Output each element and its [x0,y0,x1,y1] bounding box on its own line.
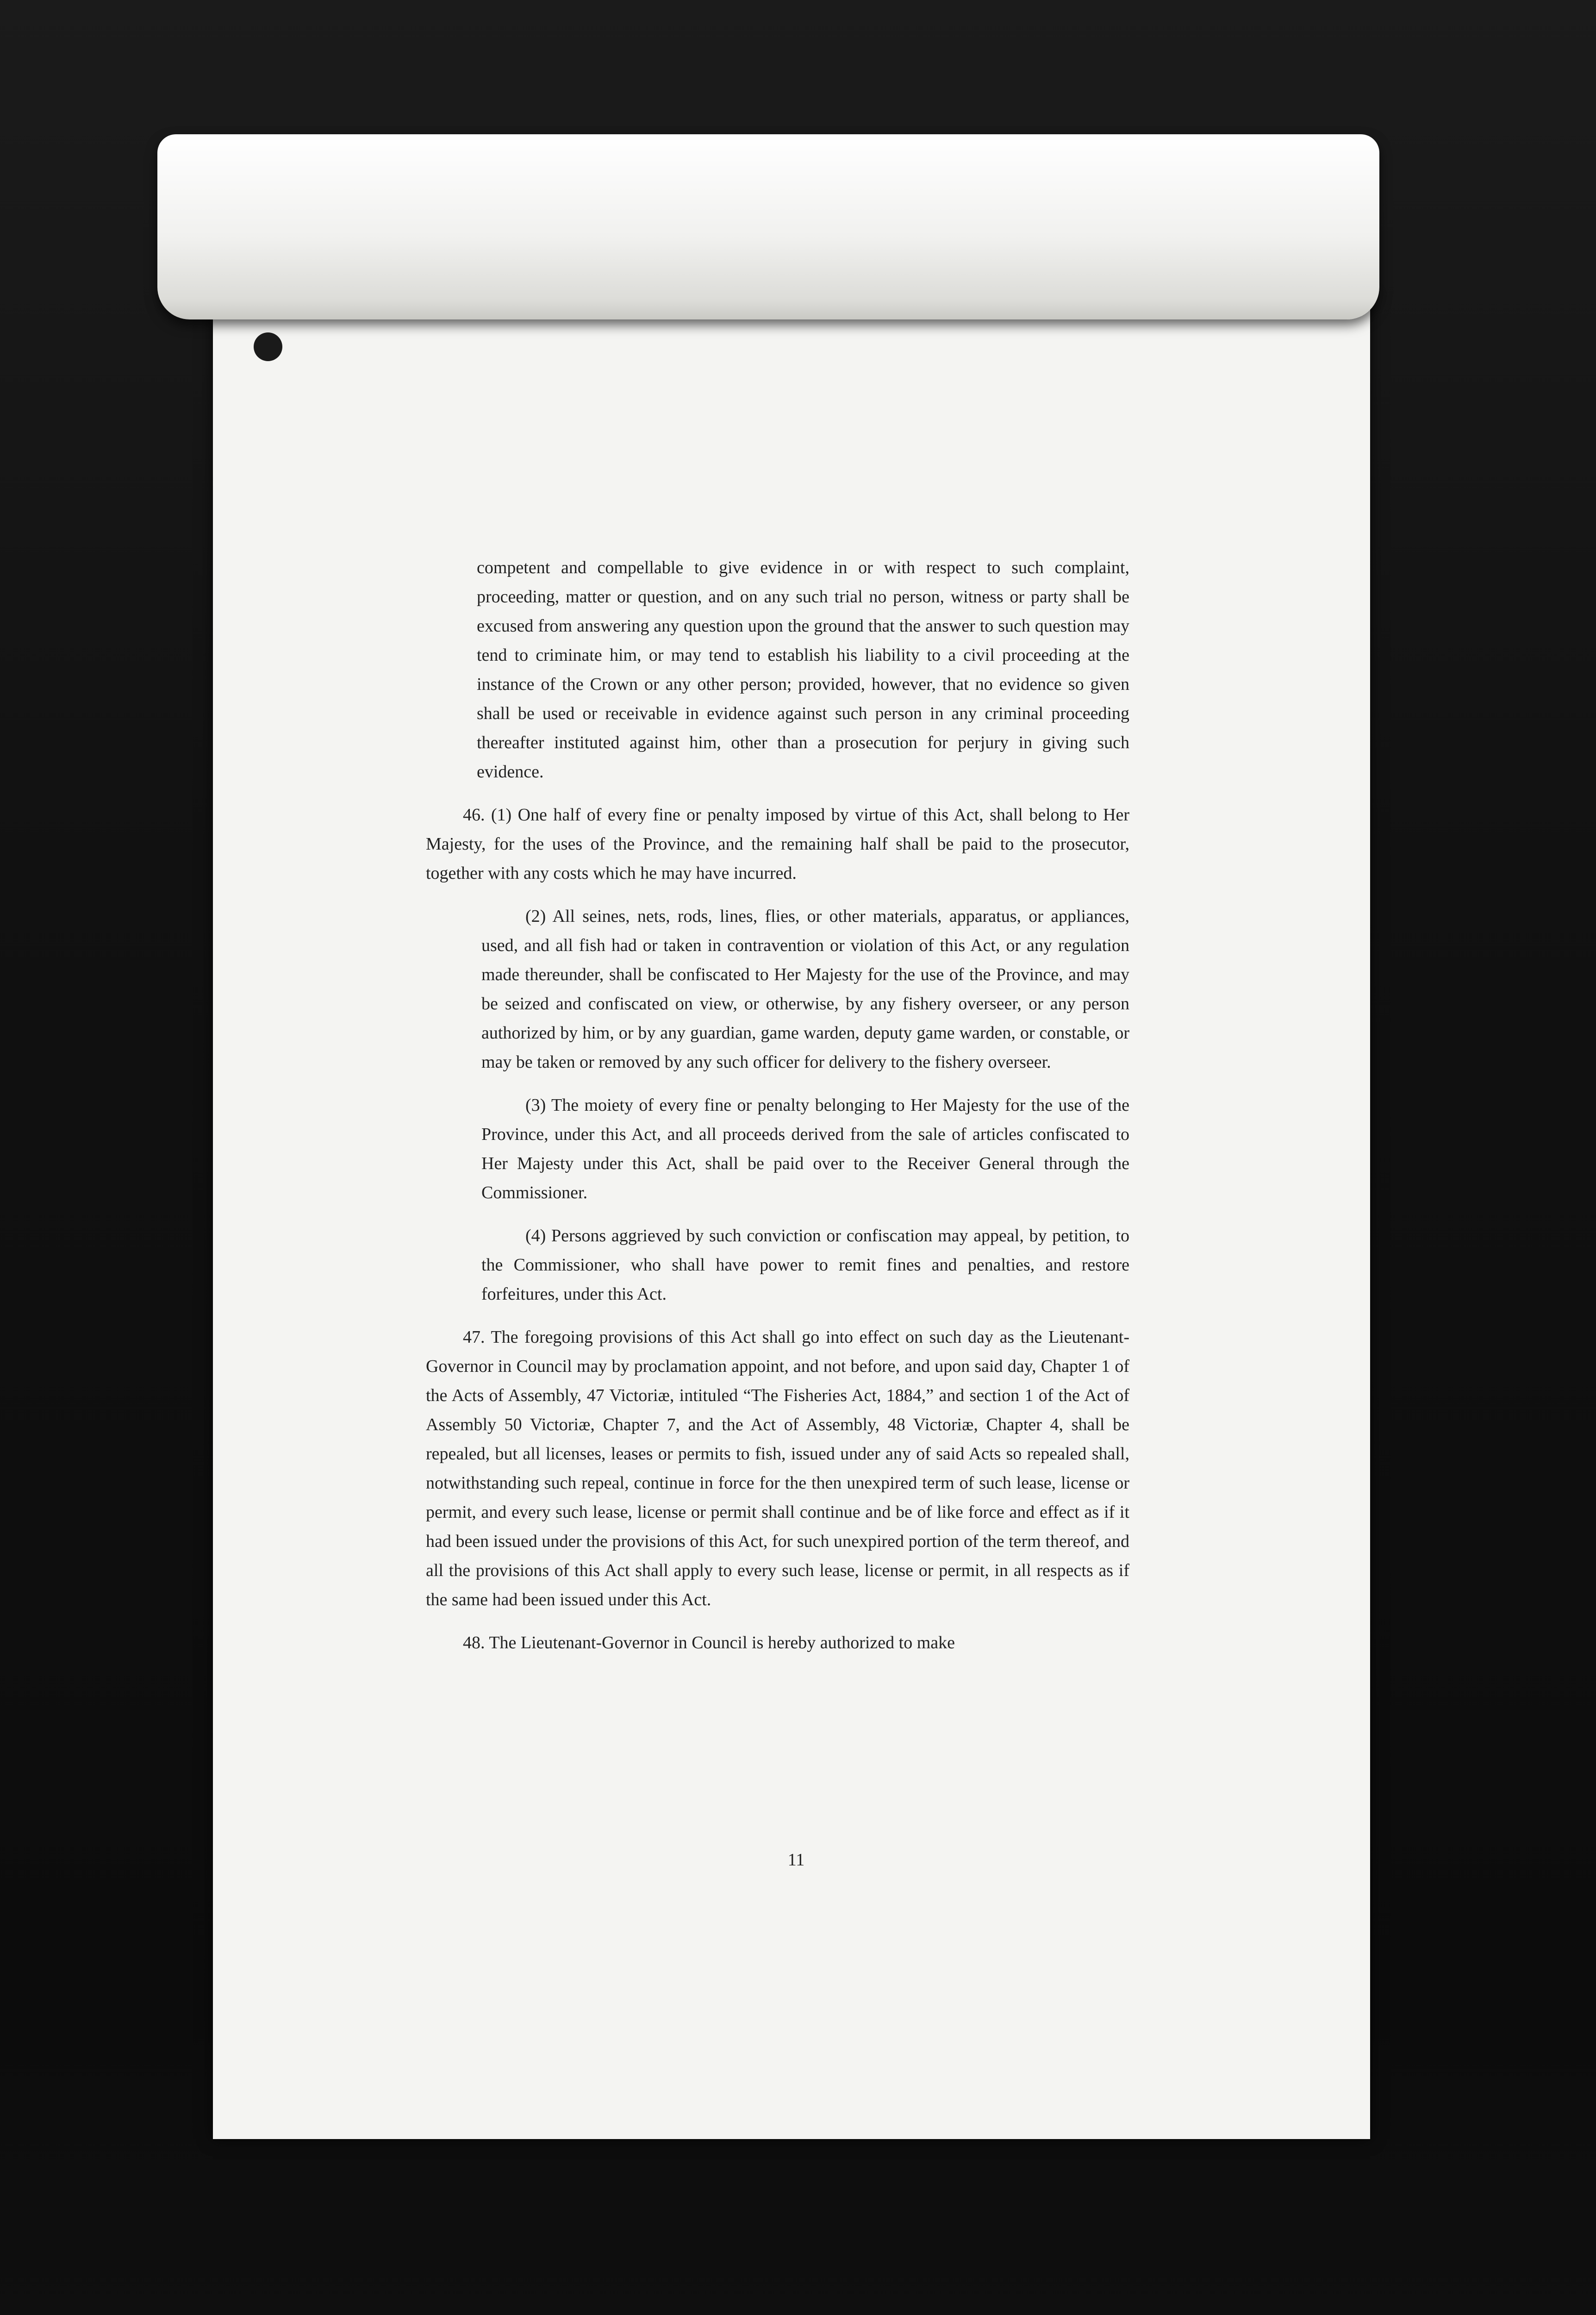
paragraph-48: 48. The Lieutenant-Governor in Council is hereby authorized to make [463,1633,955,1652]
paragraph-47: 47. The foregoing provisions of this Act shall go into effect on such day as the Lieutenant-Governor in Council may by proclamation appoint, and not before, and upon said day, Chapter 1 of the Acts of Assembly, 47 Victoriæ, intituled “The Fisheries Act, 1884,” and section 1 of the Act of Assembly 50 Victoriæ, Chapter 7, and the Act of Assembly, 48 Victoriæ, Chapter 4, shall be repealed, but all licenses, leases or permits to fish, issued under any of said Acts so repealed shall, notwithstanding such repeal, continue in force for the then unexpired term of such lease, license or permit, and every such lease, license or permit shall continue and be of like force and effect as if it had been issued under the provisions of this Act, for such unexpired portion of the term thereof, and all the provisions of this Act shall apply to every such lease, license or permit, in all respects as if the same had been issued under this Act. [426,1327,1129,1609]
paragraph-45-continuation: competent and compellable to give evidence in or with respect to such complaint, proceeding, matter or question, and on any such trial no person, witness or party shall be excused from answering any question upon the ground that the answer to such question may tend to criminate him, or may tend to establish his liability to a civil proceeding at the instance of the Crown or any other person; provided, however, that no evidence so given shall be used or receivable in evidence against such person in any criminal proceeding thereafter instituted against him, other than a prosecution for perjury in giving such evidence. [477,558,1129,782]
page-curl-top [157,134,1379,319]
paragraph-46-2: (2) All seines, nets, rods, lines, flies, or other materials, apparatus, or appliances, used, and all fish had or taken in contravention or violation of this Act, or any regulation made thereunder, shall be confiscated to Her Majesty for the use of the Province, and may be seized and confiscated on view, or otherwise, by any fishery overseer, or any person authorized by him, or by any guardian, game warden, deputy game warden, or constable, or may be taken or removed by any such officer for delivery to the fishery overseer. [481,907,1129,1072]
paragraph-46-4: (4) Persons aggrieved by such conviction or confiscation may appeal, by petition, to the Commissioner, who shall have power to remit fines and penalties, and restore forfeitures, under this Act. [481,1226,1129,1304]
document-body [426,553,1129,1671]
paragraph-46-1: 46. (1) One half of every fine or penalty imposed by virtue of this Act, shall belong to Her Majesty, for the uses of the Province, and the remaining half shall be paid to the prosecutor, together with any costs which he may have incurred. [426,805,1129,883]
punch-hole [254,332,282,361]
page-number: 11 [787,1850,805,1870]
paragraph-46-3: (3) The moiety of every fine or penalty belonging to Her Majesty for the use of the Province, under this Act, and all proceeds derived from the sale of articles confiscated to Her Majesty under this Act, shall be paid over to the Receiver General through the Commissioner. [481,1095,1129,1202]
